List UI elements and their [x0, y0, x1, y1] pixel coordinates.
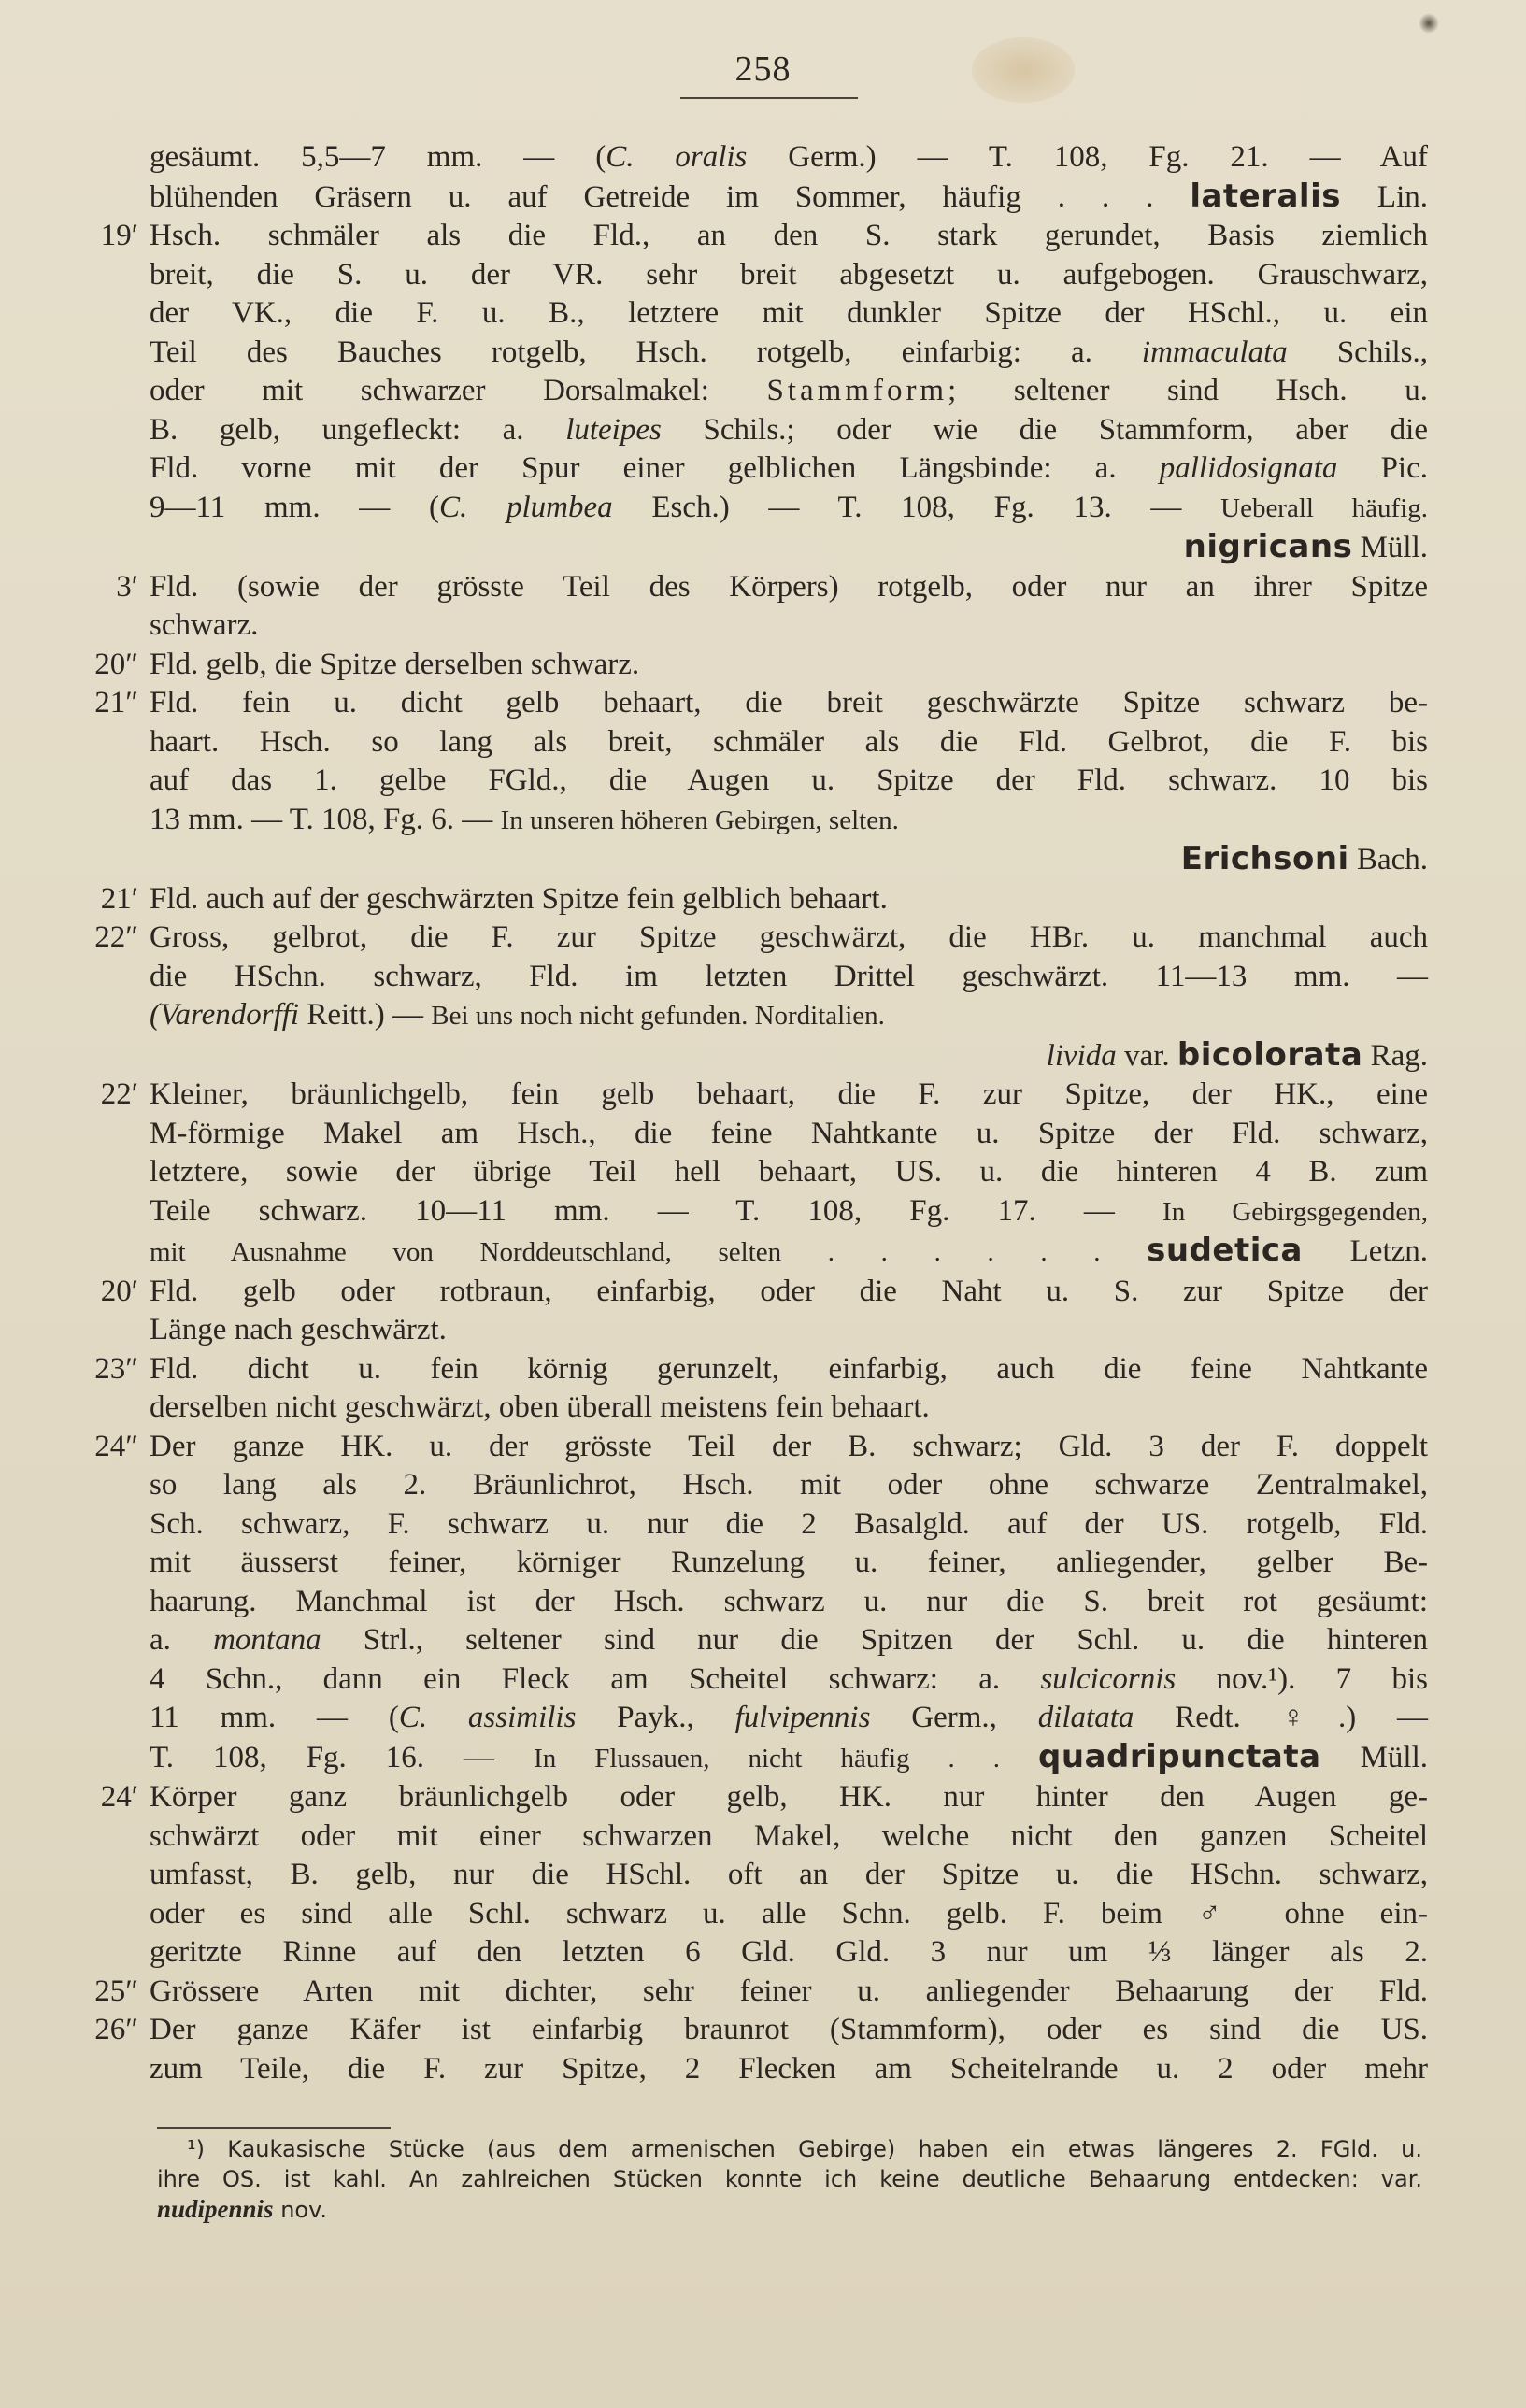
- couplet-number: 21″: [94, 686, 138, 720]
- text-line: blühenden Gräsern u. auf Getreide im Sommer, häufig . . . lateralis Lin.: [150, 177, 1428, 215]
- text-line: der VK., die F. u. B., letztere mit dunkler Spitze der HSchl., u. ein: [150, 296, 1428, 330]
- couplet-number: 21′: [100, 881, 138, 916]
- key-entry: [67, 1778, 1428, 1973]
- couplet-number: 25″: [94, 1973, 138, 2008]
- text-line: Fld. vorne mit der Spur einer gelblichen Längsbinde: a. pallidosignata Pic.: [150, 451, 1428, 485]
- footnote-rule: [157, 2127, 391, 2129]
- couplet-number: 24′: [100, 1780, 138, 1814]
- text-line: Erichsoni Bach.: [1180, 840, 1428, 877]
- text-line: haarung. Manchmal ist der Hsch. schwarz u. nur die S. breit rot gesäumt:: [150, 1584, 1428, 1618]
- text-line: Länge nach geschwärzt.: [150, 1313, 447, 1346]
- couplet-number: 22″: [94, 920, 138, 954]
- text-line: schwärzt oder mit einer schwarzen Makel, welche nicht den ganzen Scheitel: [150, 1818, 1428, 1853]
- text-line: zum Teile, die F. zur Spitze, 2 Flecken am Scheitelrande u. 2 oder mehr: [150, 2051, 1428, 2086]
- species-name: Erichsoni: [1180, 840, 1349, 877]
- species-name: bicolorata: [1177, 1035, 1363, 1074]
- text-line: T. 108, Fg. 16. — In Flussauen, nicht häufig . . quadripunctata Müll.: [150, 1737, 1429, 1775]
- footnote-line: ¹) Kaukasische Stücke (aus dem armenischen Gebirge) haben ein etwas längeres 2. FGld. u.: [187, 2136, 1422, 2162]
- text-line: mit Ausnahme von Norddeutschland, selten . . . . . . sudetica Letzn.: [150, 1232, 1429, 1269]
- text-line: Körper ganz bräunlichgelb oder gelb, HK. nur hinter den Augen ge-: [150, 1780, 1428, 1814]
- key-entry: [67, 1076, 1428, 1273]
- text-line: Fld. dicht u. fein körnig gerunzelt, einfarbig, auch die feine Nahtkante: [150, 1351, 1428, 1386]
- text-line: 9—11 mm. — (C. plumbea Esch.) — T. 108, Fg. 13. — Ueberall häufig.: [150, 490, 1428, 524]
- couplet-number: 19′: [100, 219, 138, 252]
- text-line: oder es sind alle Schl. schwarz u. alle Schn. gelb. F. beim ♂ ohne ein-: [150, 1896, 1428, 1931]
- key-entry: [67, 568, 1428, 646]
- key-entry: [67, 1350, 1428, 1428]
- text-line: mit äusserst feiner, körniger Runzelung u. feiner, anliegender, gelber Be-: [150, 1546, 1428, 1579]
- couplet-number: 24″: [94, 1429, 138, 1463]
- species-name: sudetica: [1147, 1232, 1303, 1269]
- text-line: derselben nicht geschwärzt, oben überall meistens fein behaart.: [150, 1390, 930, 1424]
- text-line: Grössere Arten mit dichter, sehr feiner u. anliegender Behaarung der Fld.: [150, 1973, 1428, 2008]
- text-line: Fld. gelb, die Spitze derselben schwarz.: [150, 647, 640, 681]
- key-entry: [67, 646, 1428, 685]
- paper-speck: [1419, 13, 1439, 34]
- text-line: haart. Hsch. so lang als breit, schmäler als die Fld. Gelbrot, die F. bis: [150, 724, 1428, 759]
- text-line: 4 Schn., dann ein Fleck am Scheitel schwarz: a. sulcicornis nov.¹). 7 bis: [150, 1661, 1428, 1696]
- couplet-number: 20″: [94, 647, 138, 681]
- footnote-line: nudipennis nov.: [157, 2195, 328, 2223]
- text-line: letztere, sowie der übrige Teil hell behaart, US. u. die hinteren 4 B. zum: [150, 1155, 1428, 1189]
- key-entry: [67, 919, 1428, 1076]
- text-body: [67, 138, 1428, 2088]
- text-line: Der ganze Käfer ist einfarbig braunrot (Stammform), oder es sind die US.: [150, 2013, 1428, 2046]
- couplet-number: 22′: [100, 1077, 138, 1111]
- text-line: B. gelb, ungefleckt: a. luteipes Schils.; oder wie die Stammform, aber die: [150, 412, 1428, 447]
- footnote-line: ihre OS. ist kahl. An zahlreichen Stücken konnte ich keine deutliche Behaarung entdecken: var.: [157, 2166, 1422, 2192]
- footnote: [157, 2134, 1422, 2225]
- text-line: Fld. (sowie der grösste Teil des Körpers) rotgelb, oder nur an ihrer Spitze: [150, 569, 1428, 604]
- key-entry: [67, 1273, 1428, 1350]
- couplet-number: 23″: [94, 1351, 138, 1386]
- text-line: schwarz.: [150, 608, 259, 642]
- text-line: nigricans Müll.: [1183, 528, 1428, 565]
- text-line: M-förmige Makel am Hsch., die feine Nahtkante u. Spitze der Fld. schwarz,: [150, 1116, 1428, 1150]
- text-line: a. montana Strl., seltener sind nur die Spitzen der Schl. u. die hinteren: [150, 1623, 1428, 1657]
- text-line: so lang als 2. Bräunlichrot, Hsch. mit oder ohne schwarze Zentralmakel,: [150, 1468, 1428, 1502]
- text-line: Hsch. schmäler als die Fld., an den S. stark gerundet, Basis ziemlich: [150, 219, 1428, 252]
- key-entry: [67, 684, 1428, 880]
- text-line: (Varendorffi Reitt.) — Bei uns noch nicht gefunden. Norditalien.: [150, 998, 885, 1032]
- text-line: Teil des Bauches rotgelb, Hsch. rotgelb, einfarbig: a. immaculata Schils.,: [150, 335, 1429, 369]
- text-line: oder mit schwarzer Dorsalmakel: Stammform; seltener sind Hsch. u.: [150, 374, 1428, 407]
- page-number: 258: [734, 50, 792, 89]
- key-entry: [67, 1973, 1428, 2012]
- key-entry: [67, 1428, 1428, 1779]
- text-line: Sch. schwarz, F. schwarz u. nur die 2 Basalgld. auf der US. rotgelb, Fld.: [150, 1506, 1428, 1541]
- text-line: die HSchn. schwarz, Fld. im letzten Drittel geschwärzt. 11—13 mm. —: [150, 959, 1428, 993]
- text-line: Der ganze HK. u. der grösste Teil der B. schwarz; Gld. 3 der F. doppelt: [150, 1429, 1428, 1463]
- couplet-number: 3′: [116, 569, 138, 604]
- text-line: Fld. gelb oder rotbraun, einfarbig, oder die Naht u. S. zur Spitze der: [150, 1274, 1428, 1308]
- text-line: geritzte Rinne auf den letzten 6 Gld. Gld. 3 nur um ⅓ länger als 2.: [150, 1935, 1428, 1969]
- text-line: Fld. fein u. dicht gelb behaart, die breit geschwärzte Spitze schwarz be-: [150, 686, 1428, 720]
- key-entry: [67, 2011, 1428, 2088]
- text-line: Gross, gelbrot, die F. zur Spitze geschwärzt, die HBr. u. manchmal auch: [150, 920, 1428, 954]
- text-line: auf das 1. gelbe FGld., die Augen u. Spitze der Fld. schwarz. 10 bis: [150, 763, 1428, 797]
- text-line: Teile schwarz. 10—11 mm. — T. 108, Fg. 17. — In Gebirgsgegenden,: [150, 1193, 1428, 1228]
- key-entry: [67, 217, 1428, 568]
- text-line: breit, die S. u. der VR. sehr breit abgesetzt u. aufgebogen. Grauschwarz,: [150, 257, 1428, 292]
- text-line: Kleiner, bräunlichgelb, fein gelb behaart, die F. zur Spitze, der HK., eine: [150, 1077, 1428, 1111]
- couplet-number: 20′: [100, 1274, 138, 1308]
- species-name: lateralis: [1190, 177, 1341, 215]
- text-line: Fld. auch auf der geschwärzten Spitze fein gelblich behaart.: [150, 881, 888, 916]
- header-rule: [680, 97, 858, 99]
- text-line: gesäumt. 5,5—7 mm. — (C. oralis Germ.) — T. 108, Fg. 21. — Auf: [150, 140, 1428, 174]
- text-line: umfasst, B. gelb, nur die HSchl. oft an der Spitze u. die HSchn. schwarz,: [150, 1858, 1428, 1891]
- key-entry: [67, 880, 1428, 919]
- text-line: 11 mm. — (C. assimilis Payk., fulvipennis Germ., dilatata Redt. ♀.) —: [150, 1701, 1429, 1734]
- entry-continuation: [67, 138, 1428, 217]
- text-line: 13 mm. — T. 108, Fg. 6. — In unseren höheren Gebirgen, selten.: [150, 802, 899, 836]
- species-name: quadripunctata: [1038, 1737, 1321, 1775]
- species-name: nigricans: [1183, 528, 1353, 565]
- text-line: livida var. bicolorata Rag.: [1046, 1035, 1428, 1074]
- couplet-number: 26″: [94, 2013, 138, 2046]
